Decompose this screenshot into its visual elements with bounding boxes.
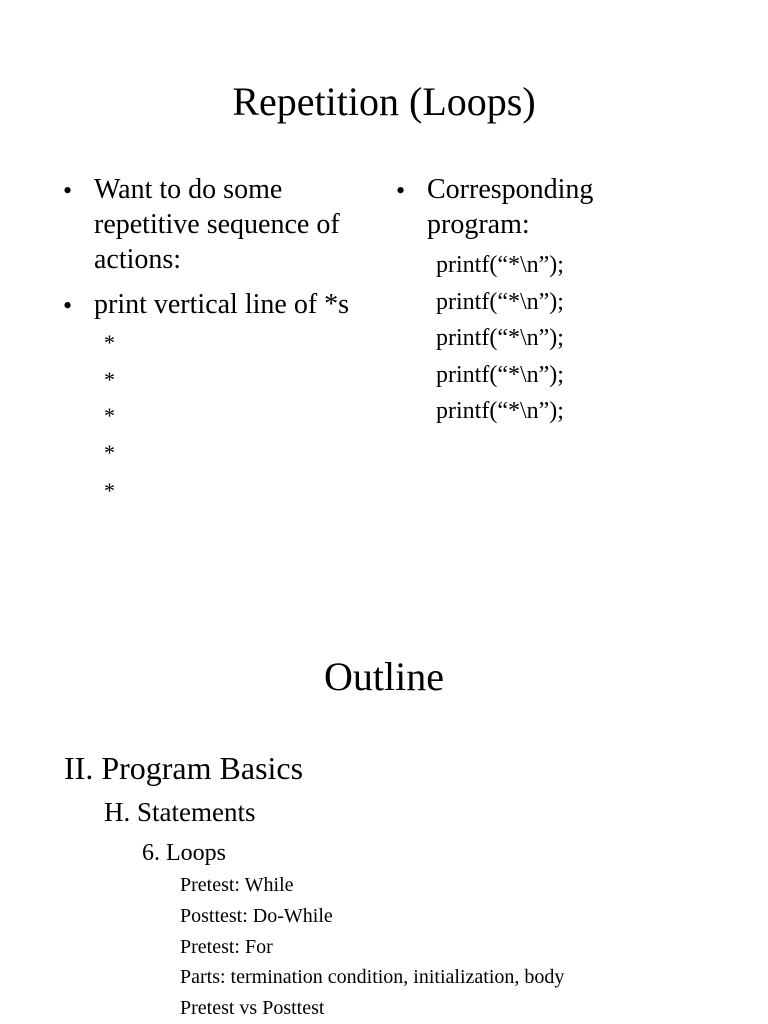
code-line: printf(“*\n”); xyxy=(436,252,564,278)
bullet-icon: • xyxy=(63,291,73,320)
bullet-text-line: Want to do some xyxy=(94,174,283,205)
outline-level2: H. Statements xyxy=(104,797,256,827)
outline-level4-item: Parts: termination condition, initialization, body xyxy=(180,966,565,988)
outline-level4-item: Posttest: Do-While xyxy=(180,905,333,927)
bullet-text-line: repetitive sequence of xyxy=(94,209,340,240)
outline-level4-item: Pretest: For xyxy=(180,936,273,958)
star-line: * xyxy=(104,367,115,392)
star-line: * xyxy=(104,403,115,428)
bullet-icon: • xyxy=(63,176,73,205)
star-line: * xyxy=(104,478,115,503)
slide-title: Repetition (Loops) xyxy=(232,79,536,124)
bullet-text-line: Corresponding xyxy=(427,174,594,205)
code-line: printf(“*\n”); xyxy=(436,398,564,424)
outline-level1: II. Program Basics xyxy=(64,750,304,786)
bullet-text-line: print vertical line of *s xyxy=(94,289,350,320)
star-line: * xyxy=(104,330,115,355)
star-line: * xyxy=(104,440,115,465)
bullet-text-line: actions: xyxy=(94,244,182,275)
outline-level4-item: Pretest vs Posttest xyxy=(180,997,325,1019)
code-line: printf(“*\n”); xyxy=(436,325,564,351)
outline-level3: 6. Loops xyxy=(142,840,226,866)
slide-title: Outline xyxy=(324,654,444,699)
code-line: printf(“*\n”); xyxy=(436,362,564,388)
code-line: printf(“*\n”); xyxy=(436,289,564,315)
outline-level4-item: Pretest: While xyxy=(180,874,294,896)
bullet-icon: • xyxy=(396,176,406,205)
bullet-text-line: program: xyxy=(427,209,530,240)
